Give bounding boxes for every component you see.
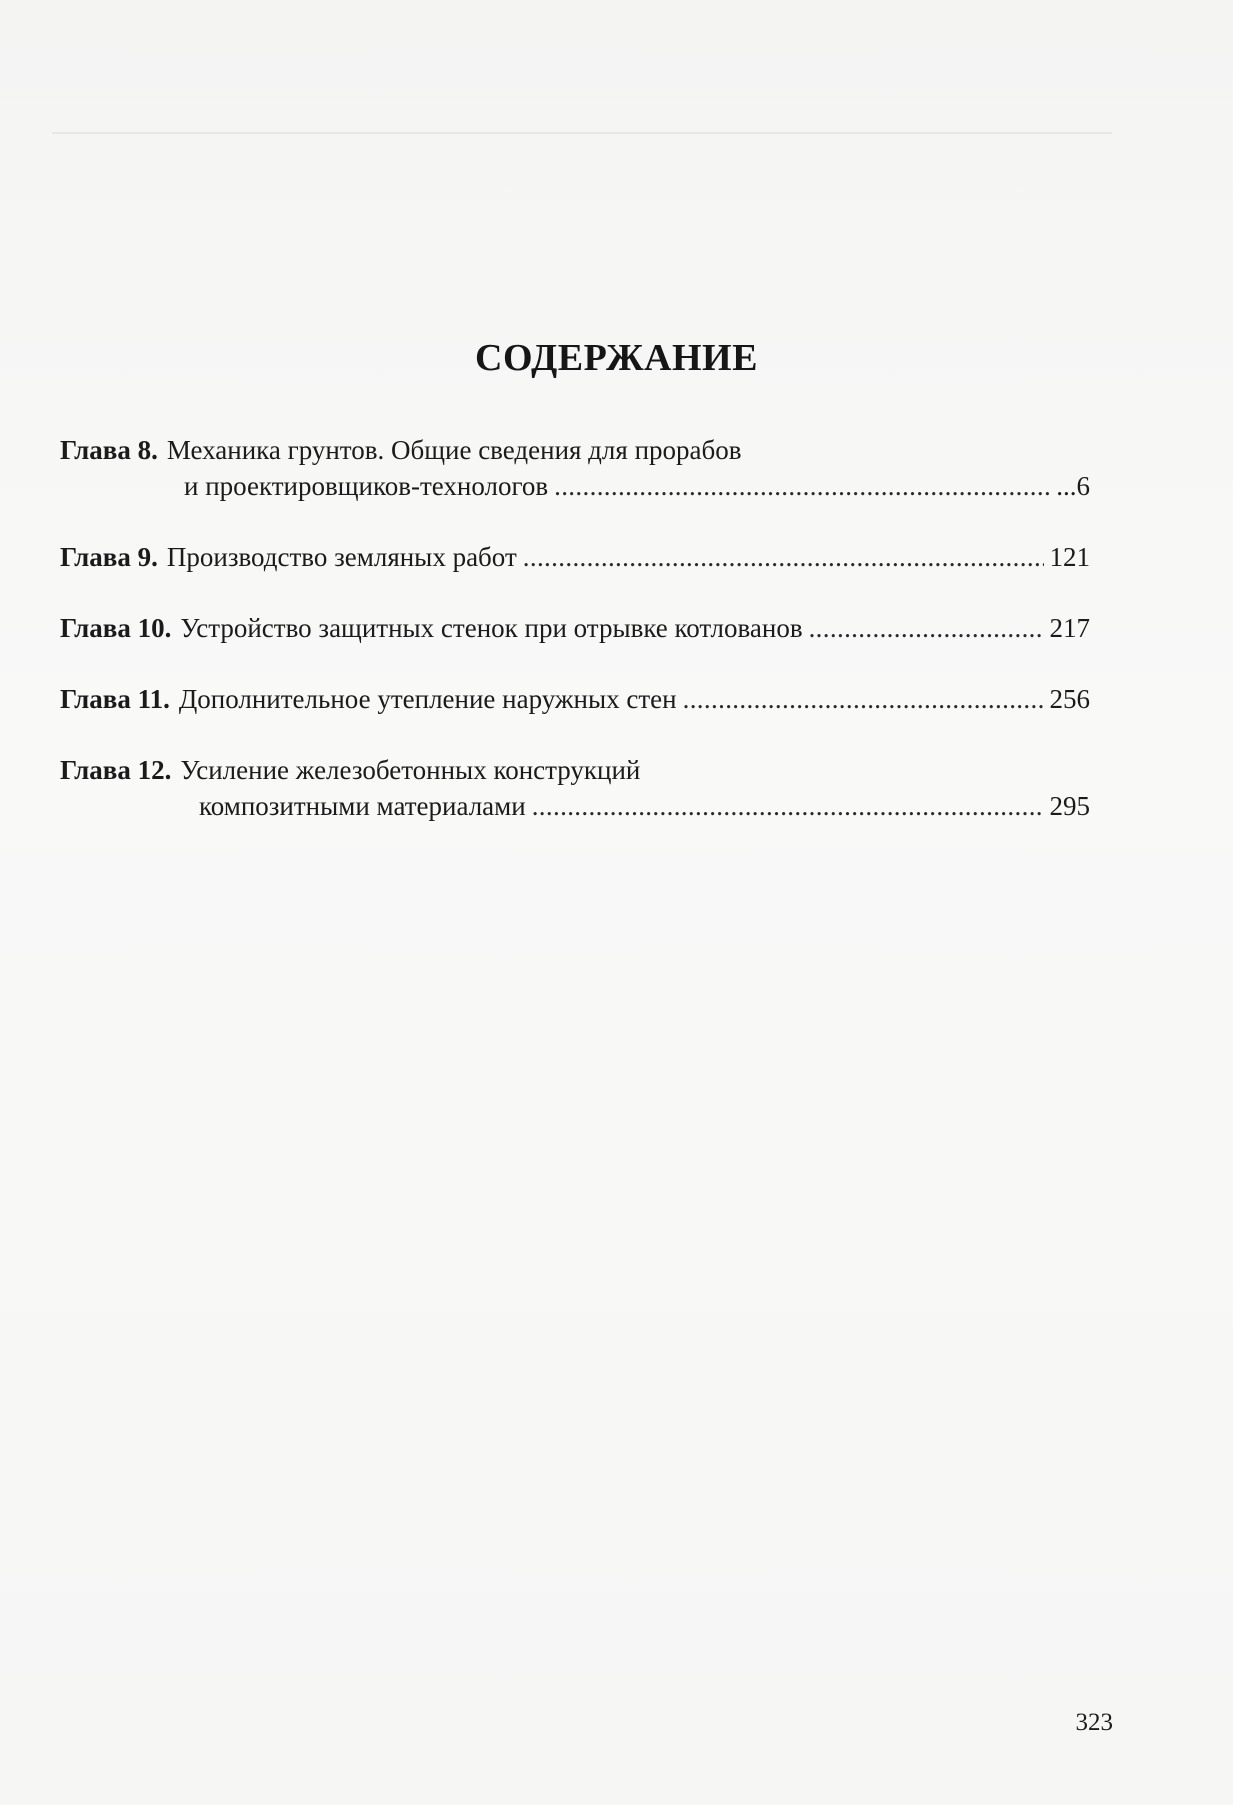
dot-leader [523, 539, 1044, 575]
toc-entry-chapter-12 [60, 752, 1090, 824]
toc-entry-chapter-8 [60, 432, 1090, 504]
dot-leader [683, 681, 1044, 717]
chapter-label: Глава 10. [60, 613, 172, 643]
chapter-title-line1: Усиление железобетонных конструкций [180, 755, 641, 785]
toc-entry-chapter-9 [60, 539, 1090, 575]
chapter-title-line1: Механика грунтов. Общие сведения для прорабов [166, 435, 742, 465]
chapter-label: Глава 11. [60, 684, 170, 714]
page-number: 217 [1049, 613, 1090, 643]
chapter-title-line1: Устройство защитных стенок при отрывке котлованов [180, 613, 803, 643]
dot-leader [809, 610, 1044, 646]
page-title: СОДЕРЖАНИЕ [475, 337, 758, 379]
toc-entry-continuation-line [60, 788, 1090, 824]
toc-entry-chapter-10 [60, 610, 1090, 646]
dot-leader [532, 788, 1044, 824]
dot-leader [554, 468, 1050, 504]
page-number: 295 [1049, 791, 1090, 821]
chapter-title-line1: Производство земляных работ [166, 542, 517, 572]
chapter-label: Глава 9. [60, 542, 158, 572]
chapter-title-line2: и проектировщиков-технологов [184, 471, 549, 501]
toc-entry-first-line [60, 681, 1090, 717]
toc-entry-chapter-11 [60, 681, 1090, 717]
page-number: 256 [1049, 684, 1090, 714]
toc-entry-first-line [60, 752, 1090, 788]
page-folio-number: 323 [1075, 1709, 1113, 1736]
show-through-rule [52, 132, 1112, 134]
page-number: ...6 [1056, 471, 1090, 501]
table-of-contents [60, 432, 1090, 824]
page-number: 121 [1049, 542, 1090, 572]
toc-entry-continuation-line [60, 468, 1090, 504]
toc-entry-first-line [60, 539, 1090, 575]
toc-entry-first-line [60, 432, 1090, 468]
toc-entry-first-line [60, 610, 1090, 646]
chapter-label: Глава 8. [60, 435, 158, 465]
chapter-title-line1: Дополнительное утепление наружных стен [178, 684, 677, 714]
chapter-title-line2: композитными материалами [199, 791, 526, 821]
chapter-label: Глава 12. [60, 755, 172, 785]
